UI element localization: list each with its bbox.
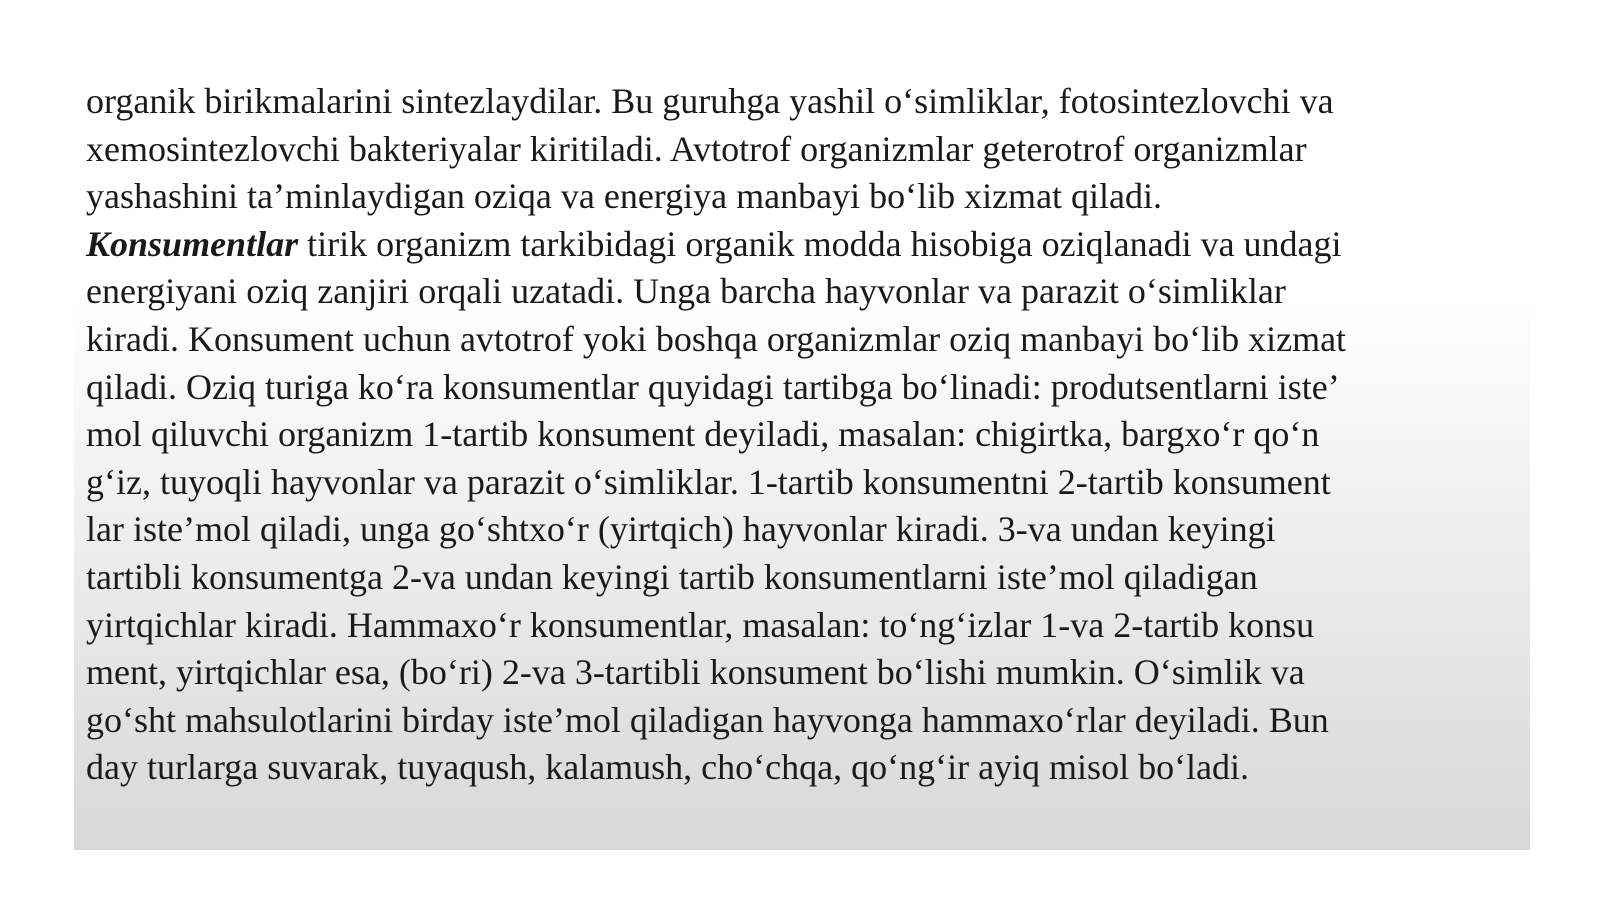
term-konsumentlar: Konsumentlar [86,223,299,264]
body-text [86,78,1516,792]
text-line-5: energiyani oziq zanjiri orqali uzatadi. Unga barcha hayvonlar va parazit o‘simliklar [86,271,1286,312]
text-line-8: mol qiluvchi organizm 1-tartib konsument deyiladi, masalan: chigirtka, bargxo‘r qo‘n [86,414,1320,455]
text-line-3: yashashini ta’minlaydigan oziqa va energiya manbayi bo‘lib xizmat qiladi. [86,176,1163,217]
text-line-6: kiradi. Konsument uchun avtotrof yoki boshqa organizmlar oziq manbayi bo‘lib xizmat [86,318,1347,359]
text-line-9: g‘iz, tuyoqli hayvonlar va parazit o‘simliklar. 1-tartib konsumentni 2-tartib konsument [86,461,1331,502]
text-line-7: qiladi. Oziq turiga ko‘ra konsumentlar quyidagi tartibga bo‘linadi: produtsentlarni iste’ [86,366,1340,407]
text-line-13: ment, yirtqichlar esa, (bo‘ri) 2-va 3-tartibli konsument bo‘lishi mumkin. O‘simlik va [86,652,1305,693]
text-line-11: tartibli konsumentga 2-va undan keyingi tartib konsumentlarni iste’mol qiladigan [86,556,1258,597]
text-line-2: xemosintezlovchi bakteriyalar kiritiladi. Avtotrof organizmlar geterotrof organizmlar [86,128,1307,169]
text-line-1: organik birikmalarini sintezlaydilar. Bu guruhga yashil o‘simliklar, fotosintezlovchi va [86,81,1334,121]
text-line-14: go‘sht mahsulotlarini birday iste’mol qiladigan hayvonga hammaxo‘rlar deyiladi. Bun [86,699,1329,740]
text-line-4: Konsumentlar tirik organizm tarkibidagi organik modda hisobiga oziqlanadi va undagi [86,223,1342,264]
text-line-12: yirtqichlar kiradi. Hammaxo‘r konsumentlar, masalan: to‘ng‘izlar 1-va 2-tartib konsu [86,604,1315,645]
text-line-10: lar iste’mol qiladi, unga go‘shtxo‘r (yirtqich) hayvonlar kiradi. 3-va undan keyingi [86,509,1276,550]
text-line-15: day turlarga suvarak, tuyaqush, kalamush, cho‘chqa, qo‘ng‘ir ayiq misol bo‘ladi. [86,747,1250,788]
